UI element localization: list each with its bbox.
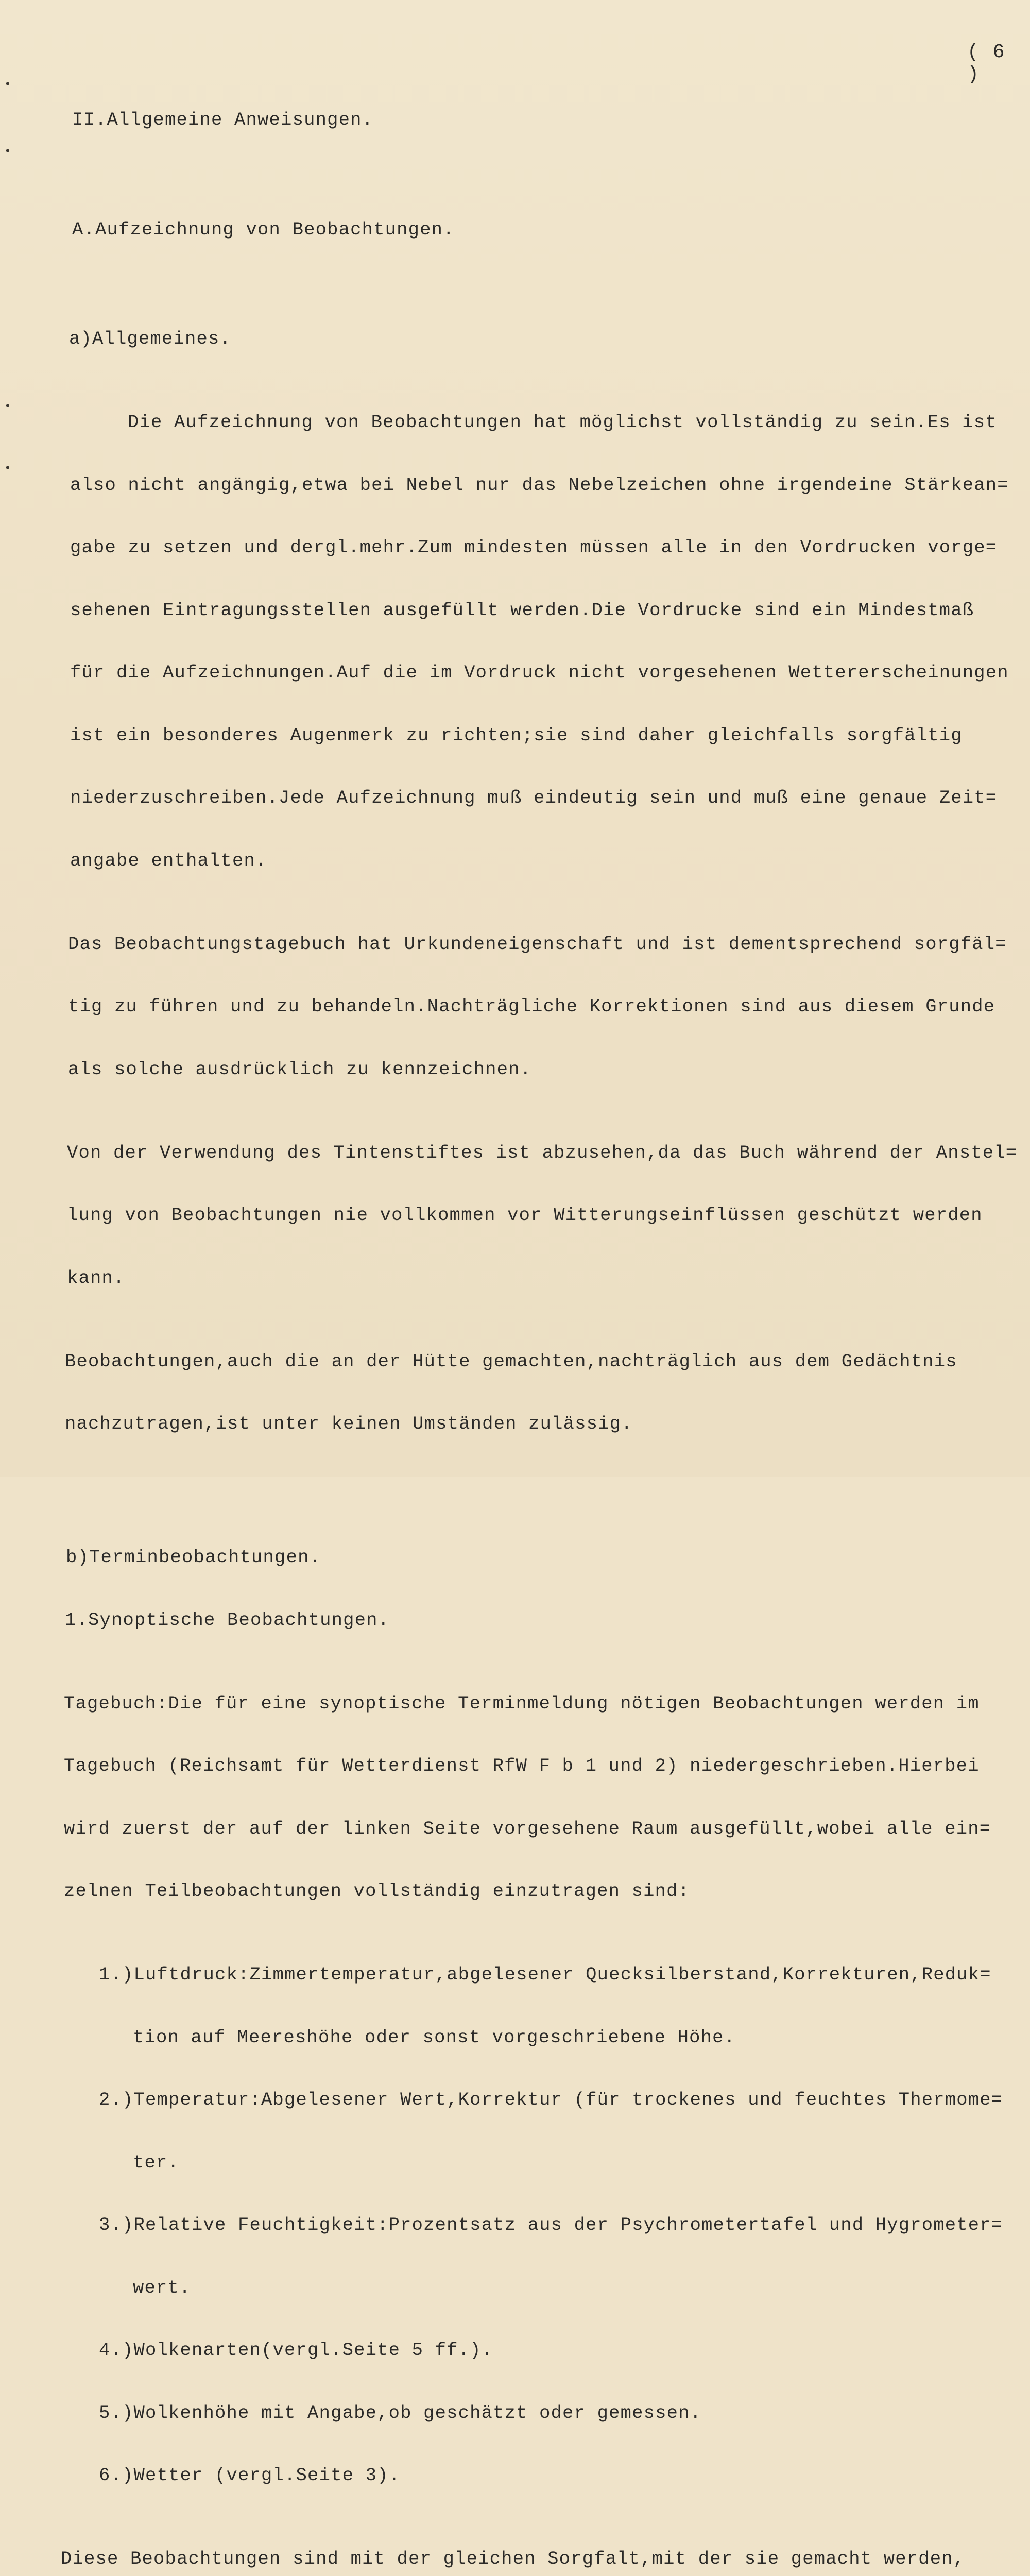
- text-line: Beobachtungen,auch die an der Hütte gemachten,nachträglich aus dem Gedächtnis: [65, 1350, 957, 1372]
- list-item: 5.)Wolkenhöhe mit Angabe,ob geschätzt oder gemessen.: [99, 2402, 702, 2424]
- subheading-synoptisch: 1.Synoptische Beobachtungen.: [65, 1609, 390, 1631]
- page-number: ( 6 ): [967, 41, 1006, 86]
- list-item: 6.)Wetter (vergl.Seite 3).: [99, 2465, 401, 2486]
- list-item: 2.)Temperatur:Abgelesener Wert,Korrektur (für trockenes und feuchtes Thermome=: [99, 2089, 1003, 2110]
- text-line: gabe zu setzen und dergl.mehr.Zum mindesten müssen alle in den Vordrucken vorge=: [70, 537, 998, 558]
- text-line: wird zuerst der auf der linken Seite vorgesehene Raum ausgefüllt,wobei alle ein=: [64, 1818, 991, 1839]
- subheading-terminbeobachtungen: b)Terminbeobachtungen.: [66, 1547, 321, 1568]
- text-line: kann.: [67, 1267, 125, 1289]
- list-item-cont: wert.: [133, 2277, 191, 2298]
- text-line: Tagebuch (Reichsamt für Wetterdienst RfW F b 1 und 2) niedergeschrieben.Hierbei: [64, 1755, 980, 1776]
- list-item: 4.)Wolkenarten(vergl.Seite 5 ff.).: [99, 2340, 493, 2361]
- punch-mark: [6, 404, 9, 407]
- text-line: für die Aufzeichnungen.Auf die im Vordruck nicht vorgesehenen Wettererscheinungen: [70, 662, 1009, 683]
- text-line: nachzutragen,ist unter keinen Umständen zulässig.: [65, 1413, 633, 1434]
- punch-mark: [6, 82, 9, 85]
- text-line: niederzuschreiben.Jede Aufzeichnung muß eindeutig sein und muß eine genaue Zeit=: [70, 787, 998, 808]
- list-item: 3.)Relative Feuchtigkeit:Prozentsatz aus der Psychrometertafel und Hygrometer=: [99, 2214, 1003, 2235]
- text-line: also nicht angängig,etwa bei Nebel nur das Nebelzeichen ohne irgendeine Stärkean=: [70, 474, 1009, 496]
- text-line: lung von Beobachtungen nie vollkommen vor Witterungseinflüssen geschützt werden: [67, 1205, 983, 1226]
- list-item-cont: ter.: [133, 2151, 180, 2173]
- text-line: tig zu führen und zu behandeln.Nachträgliche Korrektionen sind aus diesem Grunde: [68, 996, 995, 1017]
- punch-mark: [6, 466, 9, 469]
- text-line: sehenen Eintragungsstellen ausgefüllt werden.Die Vordrucke sind ein Mindestmaß: [70, 599, 974, 621]
- subheading-allgemeines: a)Allgemeines.: [69, 328, 232, 349]
- text-line: Das Beobachtungstagebuch hat Urkundeneigenschaft und ist dementsprechend sorgfäl=: [68, 933, 1007, 955]
- text-line: zelnen Teilbeobachtungen vollständig einzutragen sind:: [64, 1880, 690, 1902]
- punch-mark: [6, 149, 9, 152]
- text-line: Diese Beobachtungen sind mit der gleichen Sorgfalt,mit der sie gemacht werden,: [61, 2548, 965, 2569]
- list-item: 1.)Luftdruck:Zimmertemperatur,abgelesener Quecksilberstand,Korrekturen,Reduk=: [99, 1964, 991, 1985]
- list-item-cont: tion auf Meereshöhe oder sonst vorgeschriebene Höhe.: [133, 2026, 736, 2048]
- text-line: angabe enthalten.: [70, 850, 267, 871]
- section-heading: II.Allgemeine Anweisungen.: [72, 109, 374, 130]
- text-line: ist ein besonderes Augenmerk zu richten;sie sind daher gleichfalls sorgfältig: [70, 724, 963, 746]
- text-line: Die Aufzeichnung von Beobachtungen hat möglichst vollständig zu sein.Es ist: [128, 412, 997, 433]
- text-line: Von der Verwendung des Tintenstiftes ist abzusehen,da das Buch während der Anstel=: [67, 1142, 1018, 1163]
- text-line: als solche ausdrücklich zu kennzeichnen.: [68, 1058, 532, 1080]
- subsection-heading-a: A.Aufzeichnung von Beobachtungen.: [72, 218, 455, 240]
- document-body: [58, 68, 1026, 2576]
- text-line: Tagebuch:Die für eine synoptische Terminmeldung nötigen Beobachtungen werden im: [64, 1692, 980, 1714]
